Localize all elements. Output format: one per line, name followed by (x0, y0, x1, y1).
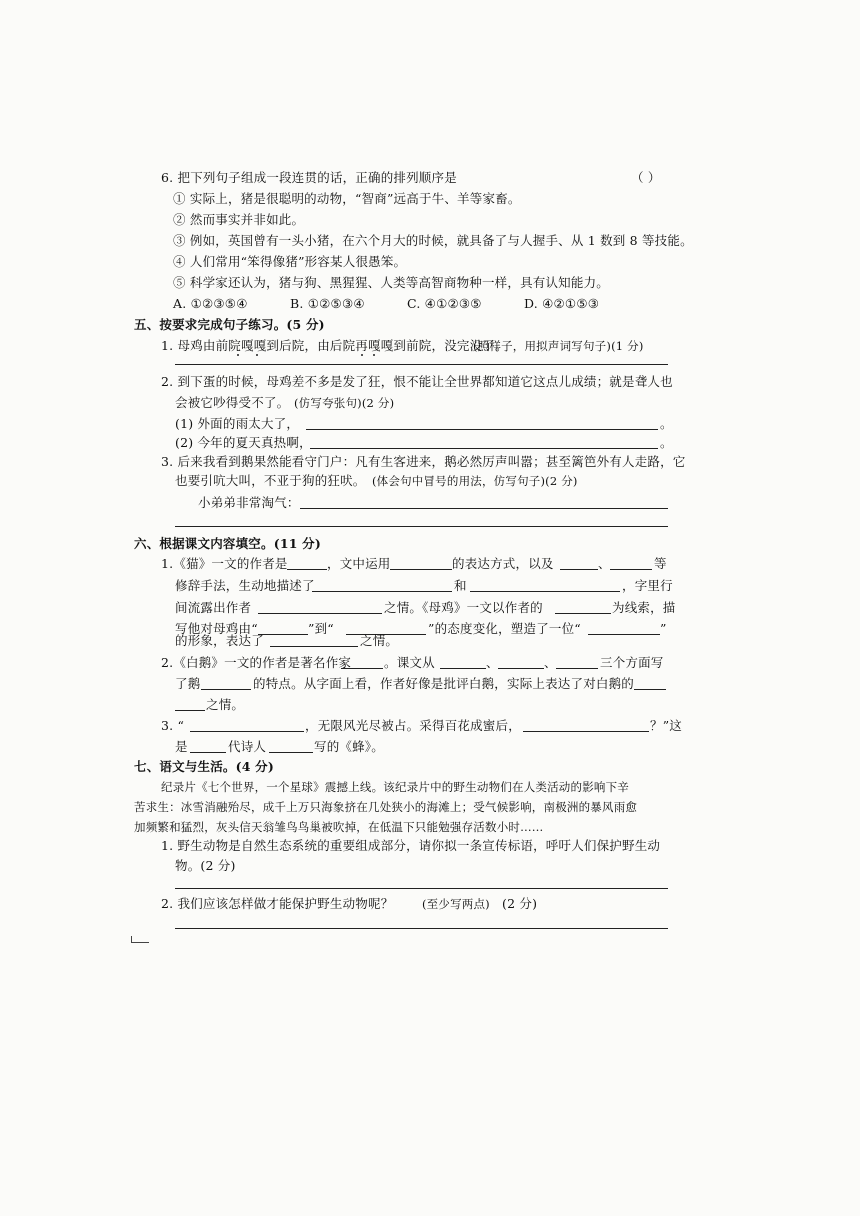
s6-text: ” (660, 621, 667, 636)
s6-text: 为线索，描 (612, 600, 676, 615)
blank[interactable] (440, 655, 486, 669)
blank[interactable] (270, 633, 358, 647)
emphasis-dot (361, 354, 363, 356)
s5-q1-text: 1. 母鸡由前院嘎嘎到后院，由后院再嘎嘎到前院，没完没了。 (161, 338, 508, 353)
s6-text: 之情。《母鸡》一文以作者的 (384, 600, 543, 615)
s5-q3-answer-line-2[interactable] (175, 526, 668, 527)
s6-line-2 (0, 578, 860, 600)
blank[interactable] (312, 578, 452, 592)
s6-text: 的形象，表达了 (175, 633, 264, 648)
emphasis-dot (237, 354, 239, 356)
s6-text: 代诗人 (228, 739, 267, 754)
s7-passage-line-2: 苦求生：冰雪消融殆尽，成千上万只海象挤在几处狭小的海滩上；受气候影响，南极洲的暴风雨愈 (134, 800, 638, 814)
s6-text: 。课文从 (384, 655, 435, 670)
q6-stem: 6. 把下列句子组成一段连贯的话，正确的排列顺序是 (161, 170, 457, 185)
s5-q2-instruction: (仿写夸张句)(2 分) (294, 396, 395, 410)
blank[interactable] (610, 556, 652, 570)
s6-text: 写他对母鸡由“ (175, 621, 258, 636)
s6-line-8 (0, 697, 860, 719)
blank[interactable] (634, 676, 666, 690)
q6-option-b[interactable]: B. ①②⑤③④ (290, 296, 365, 311)
s6-text: 之情。 (360, 633, 399, 648)
s6-text: 3. “ (161, 718, 185, 733)
s7-q1-answer-line[interactable] (175, 888, 668, 889)
s6-text: 写的《蜂》。 (314, 739, 384, 754)
s7-q1-text: 1. 野生动物是自然生态系统的重要组成部分，请你拟一条宣传标语，呼吁人们保护野生动 (161, 838, 661, 853)
s7-passage-line-1: 纪录片《七个世界，一个星球》震撼上线。该纪录片中的野生动物们在人类活动的影响下辛 (161, 780, 629, 794)
period: 。 (660, 435, 673, 450)
blank[interactable] (341, 655, 383, 669)
blank[interactable] (269, 739, 313, 753)
s5-q3-instruction: (体会句中冒号的用法，仿写句子)(2 分) (372, 474, 578, 488)
s5-q3-prompt: 小弟弟非常淘气： (198, 495, 300, 510)
s6-text: 了鹅 (175, 676, 201, 691)
blank[interactable] (555, 600, 611, 614)
q6-answer-paren[interactable]: （ ） (631, 170, 661, 185)
s6-line-5 (0, 633, 860, 655)
s7-q1-text-cont: 物。(2 分) (175, 858, 236, 873)
blank[interactable] (390, 556, 452, 570)
blank[interactable] (498, 655, 544, 669)
blank[interactable] (470, 578, 620, 592)
blank[interactable] (201, 676, 251, 690)
s5-q2-item-2-prompt: (2) 今年的夏天真热啊， (175, 435, 312, 450)
s6-text: ”的态度变化，塑造了一位“ (428, 621, 581, 636)
s6-line-7 (0, 676, 860, 698)
blank[interactable] (190, 718, 304, 732)
s5-q2-item-1-prompt: (1) 外面的雨太大了， (175, 416, 300, 431)
s6-text: ，字里行 (622, 578, 673, 593)
s5-q2-text-cont: 会被它吵得受不了。 (175, 395, 290, 410)
s7-q2-text: 2. 我们应该怎样做才能保护野生动物呢？ (161, 896, 394, 911)
blank[interactable] (523, 718, 649, 732)
section-5-title: 五、按要求完成句子练习。(5 分) (134, 317, 325, 332)
q6-option-d[interactable]: D. ④②①⑤③ (524, 296, 600, 311)
s6-text: 的表达方式，以及 (452, 556, 554, 571)
q6-sentence-5: ⑤ 科学家还认为，猪与狗、黑猩猩、人类等高智商物种一样，具有认知能力。 (173, 275, 609, 290)
q6-sentence-4: ④ 人们常用“笨得像猪”形容某人很愚笨。 (173, 254, 407, 269)
s6-line-3 (0, 600, 860, 622)
s6-text: 等 (654, 556, 667, 571)
s5-q2-line2 (0, 395, 860, 417)
s6-text: 2.《白鹅》一文的作者是著名作家 (161, 655, 352, 670)
s6-text: ？”这 (650, 718, 682, 733)
period: 。 (660, 416, 673, 431)
s6-line-10 (0, 739, 860, 761)
s7-q2-points: (2 分) (502, 896, 538, 911)
s6-text: 、 (598, 556, 611, 571)
s6-line-9 (0, 718, 860, 740)
s5-q3-text: 3. 后来我看到鹅果然能看守门户：凡有生客进来，鹅必然厉声叫嚣；甚至篱笆外有人走路，它 (161, 454, 686, 469)
blank[interactable] (556, 655, 598, 669)
s6-text: 之情。 (206, 697, 245, 712)
q6-option-a[interactable]: A. ①②③⑤④ (173, 296, 248, 311)
s6-text: ，文中运用 (327, 556, 391, 571)
blank[interactable] (175, 697, 205, 711)
s5-q3-line2 (0, 473, 860, 495)
q6-stem-line (0, 170, 860, 192)
s6-text: 修辞手法，生动地描述了 (175, 578, 315, 593)
s5-q3-answer-line-1[interactable] (300, 508, 668, 509)
s5-q3-text-cont: 也要引吭大叫，不亚于狗的狂吠。 (175, 473, 366, 488)
s5-q2-item-2-answer-line[interactable] (310, 448, 658, 449)
s6-text: 1.《猫》一文的作者是 (161, 556, 288, 571)
blank[interactable] (560, 556, 598, 570)
crop-mark (131, 942, 149, 943)
s7-q2-line (0, 896, 860, 918)
s6-text: 、 (544, 655, 557, 670)
s5-q1-answer-line[interactable] (175, 364, 668, 365)
section-6-title: 六、根据课文内容填空。(11 分) (134, 536, 321, 551)
q6-sentence-2: ② 然而事实并非如此。 (173, 212, 305, 227)
blank[interactable] (190, 739, 226, 753)
s6-text: 三个方面写 (600, 655, 664, 670)
s7-q2-instruction: (至少写两点) (422, 897, 490, 911)
q6-sentence-1: ① 实际上，猪是很聪明的动物，“智商”远高于牛、羊等家畜。 (173, 191, 521, 206)
blank[interactable] (287, 556, 327, 570)
s6-text: 、 (486, 655, 499, 670)
s5-q2-text: 2. 到下蛋的时候，母鸡差不多是发了狂，恨不能让全世界都知道它这点儿成绩；就是聋人也 (161, 374, 673, 389)
s6-text: ”到“ (308, 621, 334, 636)
s7-q2-answer-line[interactable] (175, 928, 668, 929)
s5-q1-instruction: (照样子，用拟声词写句子)(1 分) (473, 339, 644, 353)
q6-sentence-3: ③ 例如，英国曾有一头小猪，在六个月大的时候，就具备了与人握手、从 1 数到 8 等技能。 (173, 233, 693, 248)
s7-passage-line-3: 加频繁和猛烈，灰头信天翁雏鸟鸟巢被吹掉，在低温下只能勉强存活数小时…… (134, 820, 544, 834)
crop-mark (131, 936, 132, 942)
emphasis-dot (373, 354, 375, 356)
s5-q2-item-1-answer-line[interactable] (306, 429, 658, 430)
s6-text: 间流露出作者 (175, 600, 252, 615)
s5-q1-line (0, 338, 860, 360)
emphasis-dot (256, 354, 258, 356)
q6-options (0, 296, 860, 318)
s6-text: 的特点。从字面上看，作者好像是批评白鹅，实际上表达了对白鹅的 (253, 676, 635, 691)
s6-text: 是 (175, 739, 188, 754)
s6-text: 和 (454, 578, 467, 593)
blank[interactable] (258, 600, 382, 614)
s6-text: ，无限风光尽被占。采得百花成蜜后， (305, 718, 521, 733)
section-7-title: 七、语文与生活。(4 分) (134, 759, 274, 774)
q6-option-c[interactable]: C. ④①②③⑤ (407, 296, 482, 311)
s6-line-6 (0, 655, 860, 677)
s6-line-1 (0, 556, 860, 578)
